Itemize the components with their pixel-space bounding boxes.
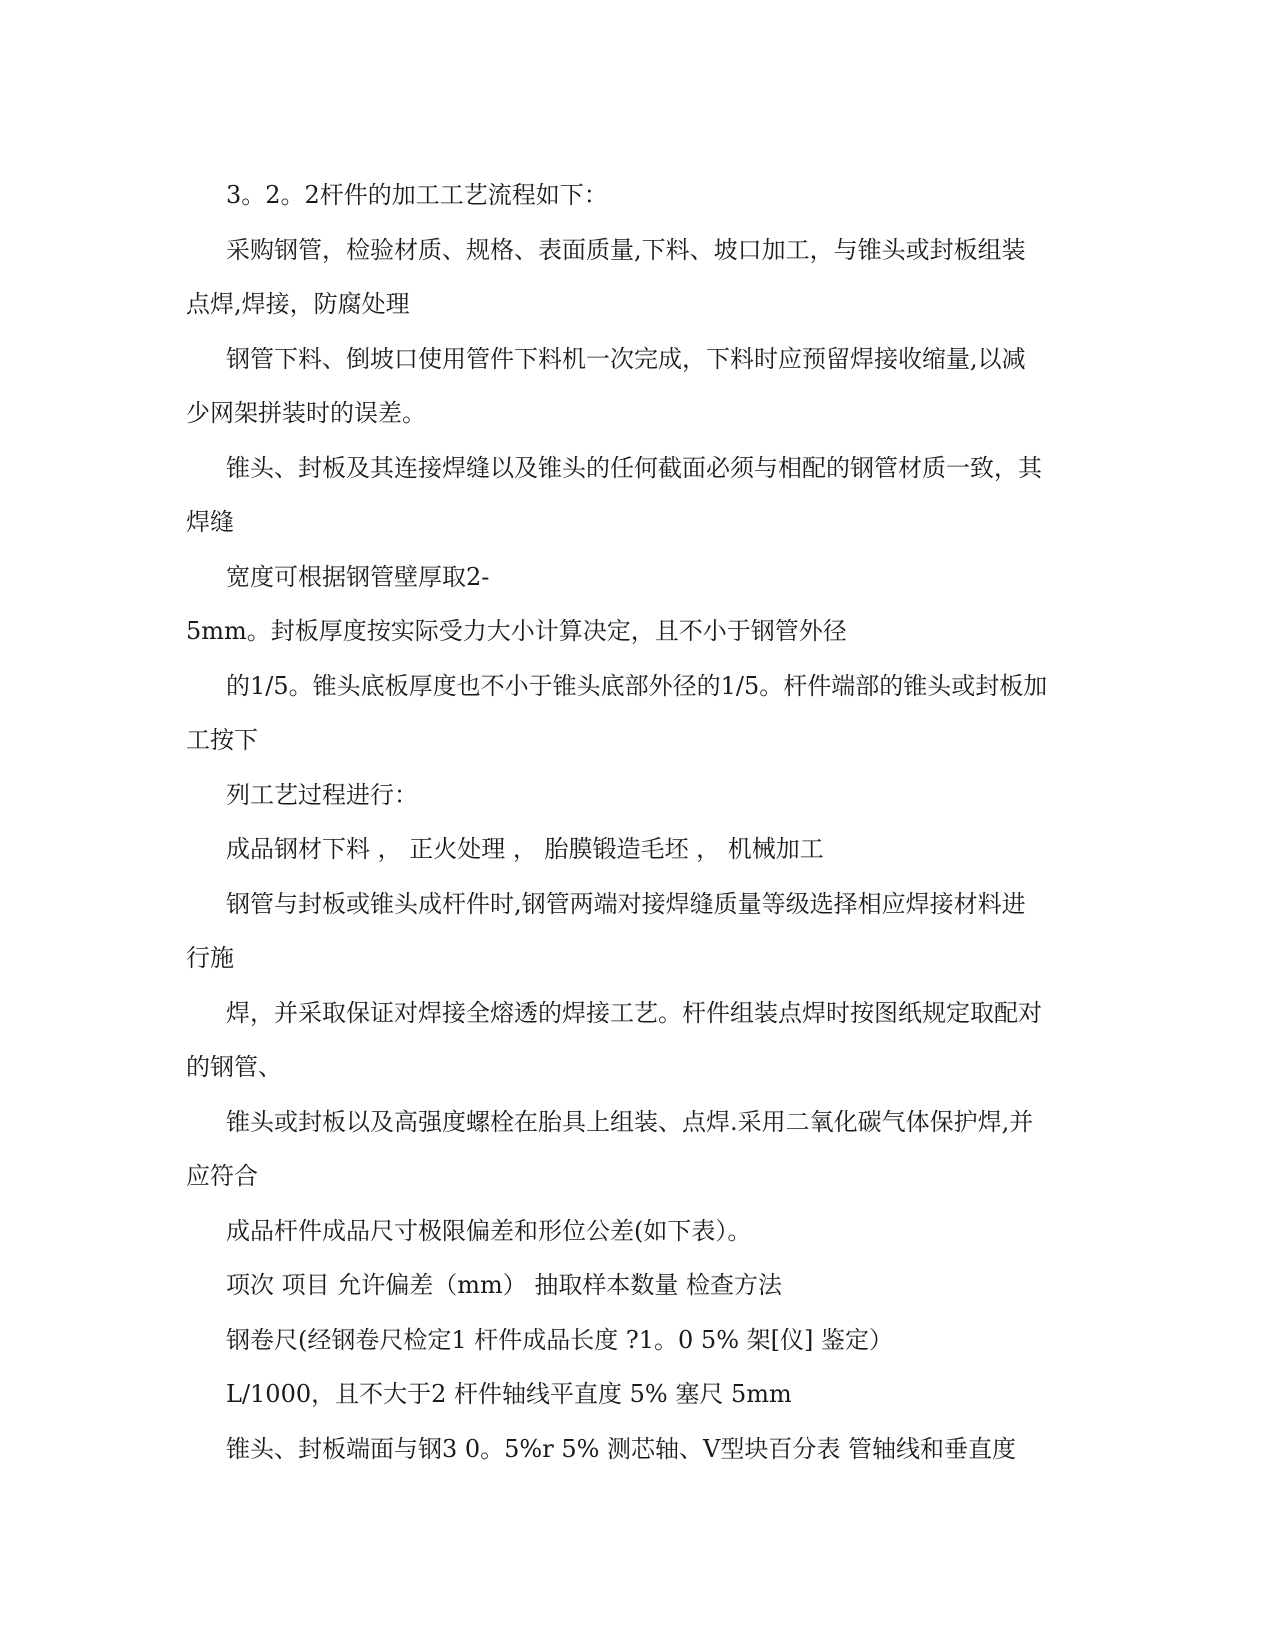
paragraph-line: 锥头或封板以及高强度螺栓在胎具上组装、点焊.采用二氧化碳气体保护焊,并 [226,1107,1034,1136]
paragraph-line: 锥头、封板及其连接焊缝以及锥头的任何截面必须与相配的钢管材质一致，其 [226,453,1042,482]
paragraph-line: 少网架拼装时的误差。 [186,399,426,427]
paragraph-line: 钢管与封板或锥头成杆件时,钢管两端对接焊缝质量等级选择相应焊接材料进 [226,889,1026,918]
paragraph-line: 点焊,焊接，防腐处理 [186,290,410,318]
paragraph-line: 项次 项目 允许偏差（mm） 抽取样本数量 检查方法 [226,1271,783,1299]
paragraph-line: 的钢管、 [186,1053,282,1081]
paragraph-line: 的1/5。锥头底板厚度也不小于锥头底部外径的1/5。杆件端部的锥头或封板加 [226,671,1048,700]
paragraph-line: 钢管下料、倒坡口使用管件下料机一次完成，下料时应预留焊接收缩量,以减 [226,344,1026,373]
paragraph-line: 宽度可根据钢管壁厚取2- [226,562,490,591]
paragraph-line: 钢卷尺(经钢卷尺检定1 杆件成品长度 ?1。0 5% 架[仪] 鉴定） [226,1325,893,1354]
paragraph-line: 工按下 [186,726,258,754]
paragraph-line: 成品杆件成品尺寸极限偏差和形位公差(如下表）。 [226,1216,752,1245]
paragraph-line: L/1000，且不大于2 杆件轴线平直度 5% 塞尺 5mm [226,1380,792,1408]
paragraph-line: 采购钢管，检验材质、规格、表面质量,下料、坡口加工，与锥头或封板组装 [226,235,1026,264]
paragraph-line: 焊缝 [186,508,234,536]
paragraph-line: 5mm。封板厚度按实际受力大小计算决定，且不小于钢管外径 [186,617,847,645]
paragraph-line: 锥头、封板端面与钢3 0。5%r 5% 测芯轴、V型块百分表 管轴线和垂直度 [226,1434,1017,1463]
document-body [186,168,1076,1476]
paragraph-line: 成品钢材下料 ， 正火处理 ， 胎膜锻造毛坯 ， 机械加工 [226,835,824,863]
paragraph-line: 行施 [186,944,234,972]
paragraph-line: 列工艺过程进行： [226,780,418,809]
paragraph-line: 焊，并采取保证对焊接全熔透的焊接工艺。杆件组装点焊时按图纸规定取配对 [226,998,1042,1027]
paragraph-line: 3。2。2杆件的加工工艺流程如下： [226,181,608,209]
paragraph-line: 应符合 [186,1162,258,1190]
